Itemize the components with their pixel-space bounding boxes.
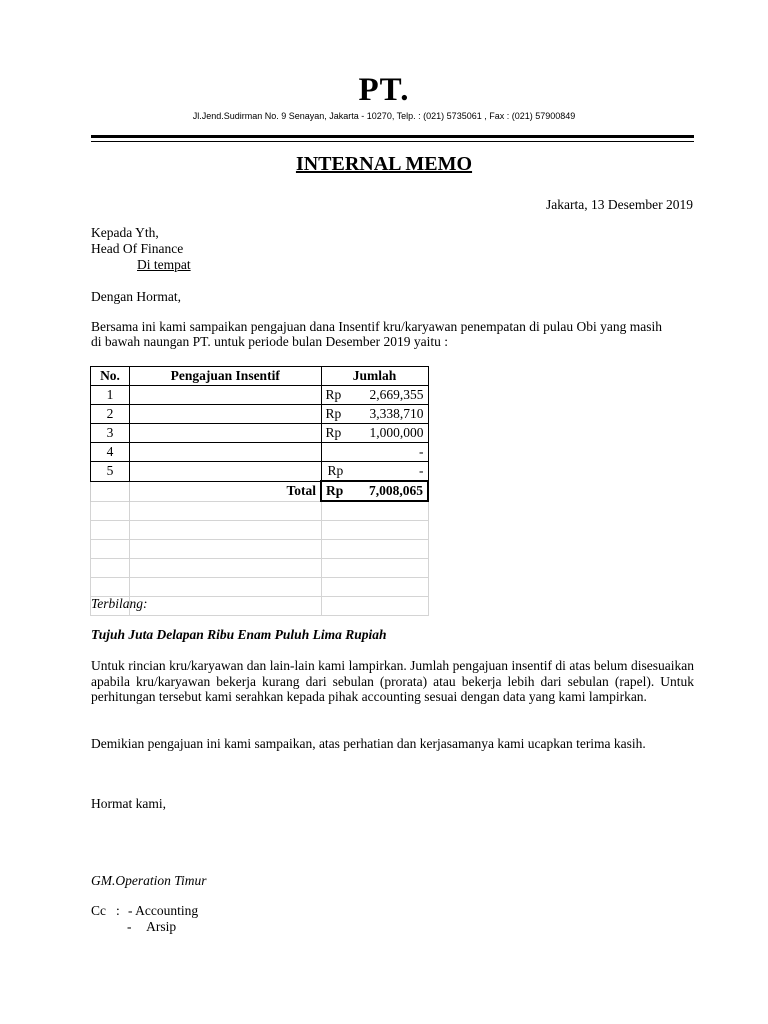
table-row (91, 462, 429, 482)
recipient-title: Head Of Finance (91, 241, 184, 256)
table-row (91, 405, 429, 424)
table-row (91, 386, 429, 405)
row-amount: - (419, 463, 424, 478)
intro-line-2: di bawah naungan PT. untuk periode bulan Desember 2019 yaitu : (91, 334, 449, 349)
empty-row (91, 540, 429, 559)
row-amount-cell (321, 386, 428, 405)
closing: Hormat kami, (91, 796, 166, 811)
row-no: 4 (91, 443, 130, 462)
row-no: 5 (91, 462, 130, 482)
company-address: Jl.Jend.Sudirman No. 9 Senayan, Jakarta - 10270, Telp. : (021) 5735061 , Fax : (021) 57900849 (192, 111, 576, 121)
total-amount-cell (321, 481, 428, 501)
empty-row (91, 501, 429, 521)
row-amount: 2,669,355 (369, 387, 424, 402)
row-amount: 1,000,000 (369, 425, 424, 440)
empty-row (91, 559, 429, 578)
row-desc (130, 443, 322, 462)
row-no: 2 (91, 405, 130, 424)
header-divider-thin (91, 141, 694, 142)
company-name: PT. (358, 72, 410, 108)
total-blank (91, 481, 130, 501)
total-currency: Rp (326, 483, 344, 498)
col-header-amount: Jumlah (321, 367, 428, 386)
table-row (91, 443, 429, 462)
row-amount-cell (321, 443, 428, 462)
row-amount-cell (321, 405, 428, 424)
empty-row (91, 578, 429, 597)
row-no: 1 (91, 386, 130, 405)
table-total-row (91, 481, 429, 501)
greeting: Dengan Hormat, (91, 289, 181, 304)
row-currency: Rp (325, 406, 342, 421)
row-amount: - (419, 444, 424, 459)
row-currency: Rp (325, 425, 342, 440)
signatory: GM.Operation Timur (91, 873, 207, 888)
row-amount-cell (321, 462, 428, 482)
terbilang-label: Terbilang: (91, 596, 148, 611)
table-row (91, 424, 429, 443)
incentive-table (90, 366, 429, 616)
row-currency: Rp (325, 387, 342, 402)
body-paragraph-2: Demikian pengajuan ini kami sampaikan, atas perhatian dan kerjasamanya kami ucapkan terima kasih. (91, 736, 646, 751)
body-paragraph-1: Untuk rincian kru/karyawan dan lain-lain kami lampirkan. Jumlah pengajuan insentif di atas belum disesuaikan apabila kru/karyawan bekerja kurang dari sebulan (prorata) atau bekerja lebih dari sebulan (rapel). Untuk perhitungan tersebut kami serahkan kepada pihak accounting sesuai dengan data yang kami lampirkan. (91, 658, 694, 704)
row-currency: Rp (327, 463, 344, 478)
row-desc (130, 424, 322, 443)
table-header-row (91, 367, 429, 386)
memo-title: INTERNAL MEMO (295, 153, 473, 175)
row-no: 3 (91, 424, 130, 443)
col-header-no: No. (91, 367, 130, 386)
row-desc (130, 462, 322, 482)
terbilang-value: Tujuh Juta Delapan Ribu Enam Puluh Lima Rupiah (91, 627, 387, 642)
cc-item-accounting: - Accounting (128, 903, 199, 918)
row-desc (130, 405, 322, 424)
total-label: Total (130, 481, 322, 501)
cc-separator: : (116, 903, 120, 918)
memo-date: Jakarta, 13 Desember 2019 (546, 197, 693, 212)
header-divider-thick (91, 135, 694, 138)
row-amount: 3,338,710 (369, 406, 424, 421)
total-amount: 7,008,065 (369, 483, 423, 498)
row-desc (130, 386, 322, 405)
cc-item-arsip: - Arsip (127, 919, 177, 934)
cc-label: Cc (91, 903, 106, 918)
recipient-salutation: Kepada Yth, (91, 225, 159, 240)
empty-row (91, 521, 429, 540)
col-header-desc: Pengajuan Insentif (130, 367, 322, 386)
intro-line-1: Bersama ini kami sampaikan pengajuan dana Insentif kru/karyawan penempatan di pulau Obi yang masih (91, 319, 662, 334)
row-amount-cell (321, 424, 428, 443)
recipient-place: Di tempat (137, 257, 191, 272)
